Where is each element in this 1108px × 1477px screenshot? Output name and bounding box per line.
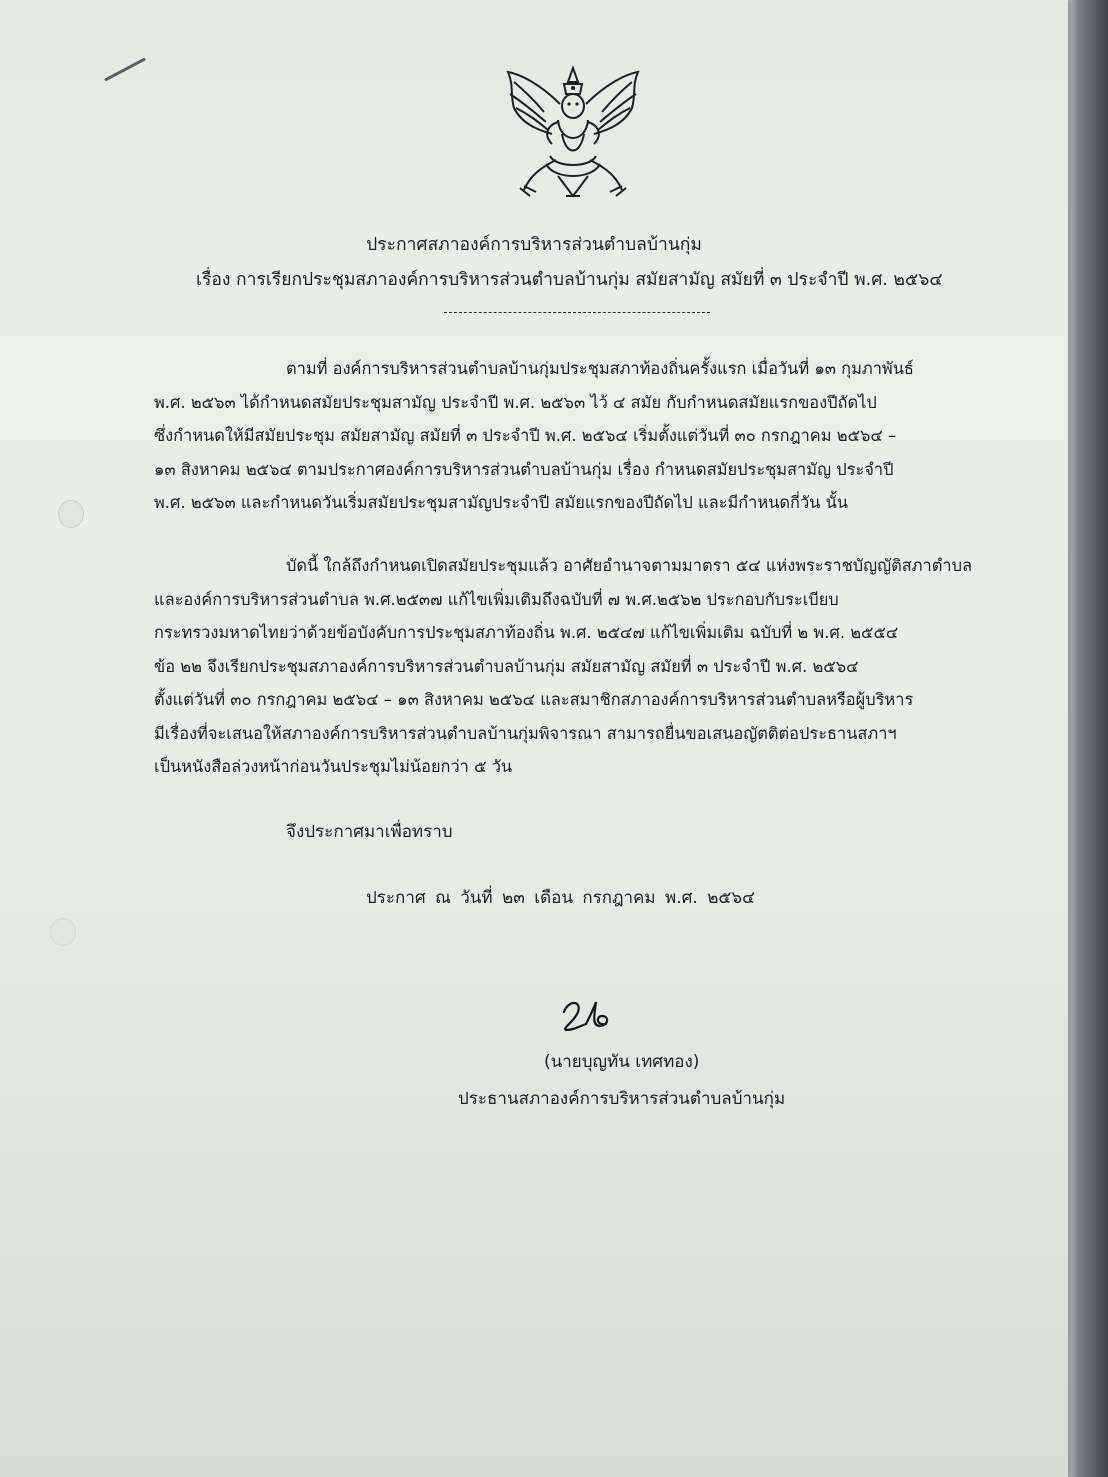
signer-name: (นายบุญทัน เทศทอง) <box>544 1052 700 1072</box>
document-subject: เรื่อง การเรียกประชุมสภาองค์การบริหารส่วนตำบลบ้านกุ่ม สมัยสามัญ สมัยที่ ๓ ประจำปี พ.ศ. ๒๕๖๔ <box>196 270 943 290</box>
handwritten-signature <box>556 990 636 1034</box>
paragraph-2-line: กระทรวงมหาดไทยว่าด้วยข้อบังคับการประชุมสภาท้องถิ่น พ.ศ. ๒๕๔๗ แก้ไขเพิ่มเติม ฉบับที่ ๒ พ.ศ. ๒๕๕๔ <box>154 623 899 642</box>
paragraph-2-line: บัดนี้ ใกล้ถึงกำหนดเปิดสมัยประชุมแล้ว อาศัยอำนาจตามมาตรา ๕๔ แห่งพระราชบัญญัติสภาตำบล <box>286 556 973 575</box>
paragraph-1-line: ๑๓ สิงหาคม ๒๕๖๔ ตามประกาศองค์การบริหารส่วนตำบลบ้านกุ่ม เรื่อง กำหนดสมัยประชุมสามัญ ประจำปี <box>154 459 894 479</box>
paragraph-1-line: พ.ศ. ๒๕๖๓ ได้กำหนดสมัยประชุมสามัญ ประจำปี พ.ศ. ๒๕๖๓ ไว้ ๔ สมัย กับกำหนดสมัยแรกของปีถัดไป <box>154 392 877 412</box>
pencil-mark <box>104 57 146 81</box>
garuda-emblem-icon <box>500 64 646 206</box>
paragraph-1-line: ซึ่งกำหนดให้มีสมัยประชุม สมัยสามัญ สมัยที่ ๓ ประจำปี พ.ศ. ๒๕๖๔ เริ่มตั้งแต่วันที่ ๓๐ กรกฎาคม ๒๕๖๔ – <box>154 426 897 445</box>
announcement-date: ประกาศ ณ วันที่ ๒๓ เดือน กรกฎาคม พ.ศ. ๒๕๖๔ <box>366 888 755 908</box>
document-title: ประกาศสภาองค์การบริหารส่วนตำบลบ้านกุ่ม <box>366 235 702 255</box>
paragraph-1-line: พ.ศ. ๒๕๖๓ และกำหนดวันเริ่มสมัยประชุมสามัญประจำปี สมัยแรกของปีถัดไป และมีกำหนดกี่วัน นั้น <box>154 493 848 512</box>
paragraph-2-line: ตั้งแต่วันที่ ๓๐ กรกฎาคม ๒๕๖๔ – ๑๓ สิงหาคม ๒๕๖๔ และสมาชิกสภาองค์การบริหารส่วนตำบลหรือผู้บริหาร <box>154 690 914 709</box>
paragraph-2-line: มีเรื่องที่จะเสนอให้สภาองค์การบริหารส่วนตำบลบ้านกุ่มพิจารณา สามารถยื่นขอเสนอญัตติต่อประธานสภาฯ <box>154 723 897 743</box>
paragraph-2-line: และองค์การบริหารส่วนตำบล พ.ศ.๒๕๓๗ แก้ไขเพิ่มเติมถึงฉบับที่ ๗ พ.ศ.๒๕๖๒ ประกอบกับระเบียบ <box>154 589 839 609</box>
closing-text: จึงประกาศมาเพื่อทราบ <box>286 822 453 842</box>
title-divider <box>444 312 710 313</box>
paragraph-2-line: เป็นหนังสือล่วงหน้าก่อนวันประชุมไม่น้อยกว่า ๕ วัน <box>154 757 513 776</box>
punch-hole-top <box>58 500 84 528</box>
paragraph-1 <box>154 352 1004 520</box>
paragraph-2 <box>154 549 1004 784</box>
desk-background <box>1062 0 1108 1477</box>
punch-hole-bottom <box>50 918 76 946</box>
paragraph-1-line: ตามที่ องค์การบริหารส่วนตำบลบ้านกุ่มประชุมสภาท้องถิ่นครั้งแรก เมื่อวันที่ ๑๓ กุมภาพันธ์ <box>286 359 914 378</box>
signer-position: ประธานสภาองค์การบริหารส่วนตำบลบ้านกุ่ม <box>458 1089 786 1109</box>
paragraph-2-line: ข้อ ๒๒ จึงเรียกประชุมสภาองค์การบริหารส่วนตำบลบ้านกุ่ม สมัยสามัญ สมัยที่ ๓ ประจำปี พ.ศ. ๒๕๖๔ <box>154 656 859 676</box>
